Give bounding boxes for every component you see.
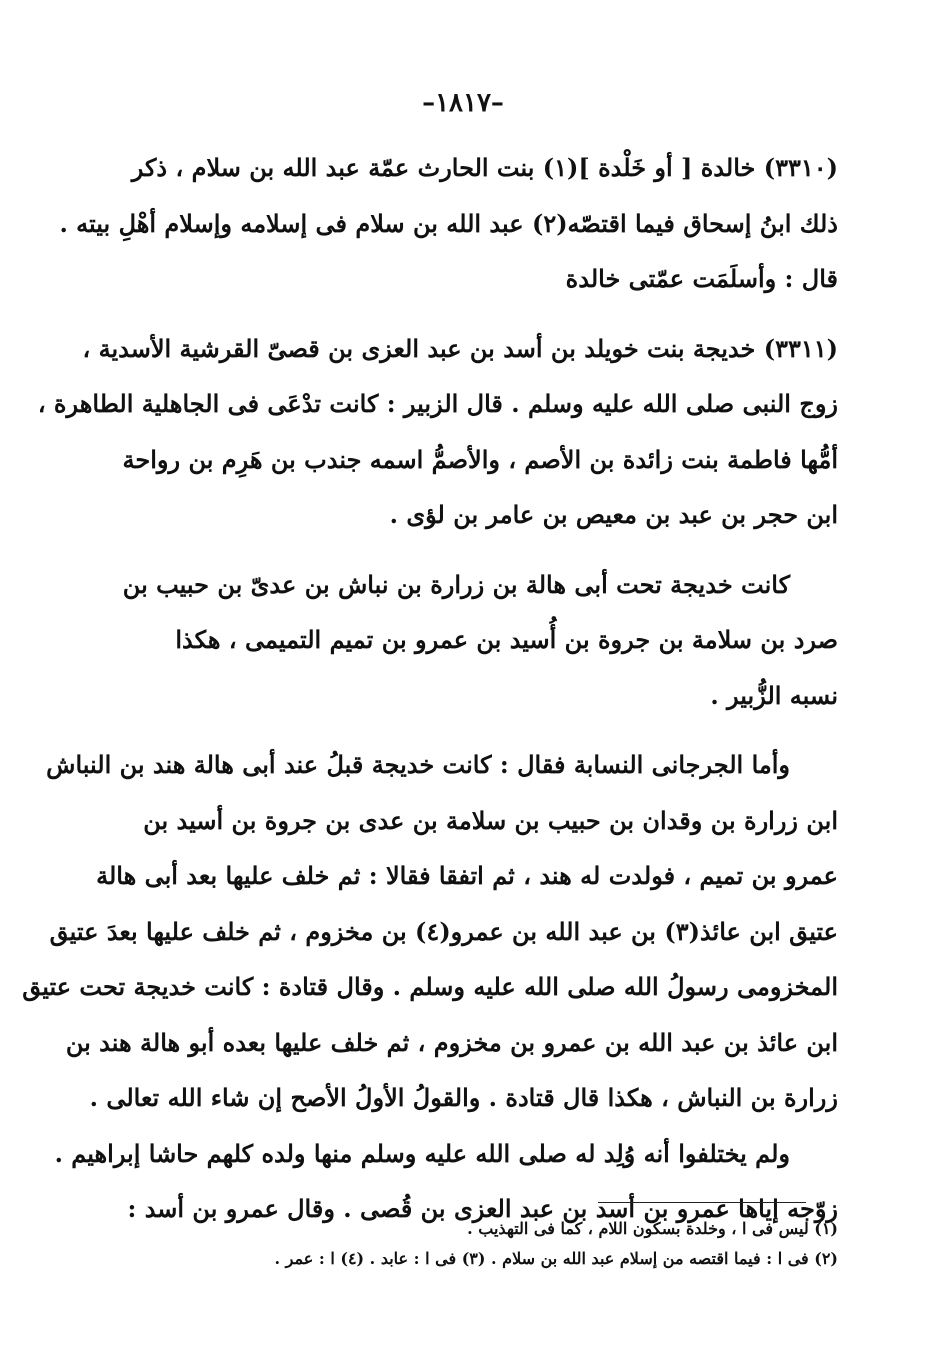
- text-line: زرارة بن النباش ، هكذا قال قتادة . والقولُ الأولُ الأصح إن شاء الله تعالى .: [89, 1083, 838, 1112]
- text-line: نسبه الزُّبير .: [710, 680, 838, 710]
- text-line: قال : وأسلَمَت عمّتى خالدة: [565, 264, 838, 293]
- text-line: صرد بن سلامة بن جروة بن أُسيد بن عمرو بن تميم التميمى ، هكذا: [175, 625, 838, 654]
- text-line: أمُّها فاطمة بنت زائدة بن الأصم ، والأصمُّ اسمه جندب بن هَرِم بن رواحة: [122, 444, 838, 474]
- text-line: (٣٣١٠) خالدة [ أو خَلْدة ](١) بنت الحارث عمّة عبد الله بن سلام ، ذكر: [131, 153, 838, 182]
- page-number: –١٨١٧–: [422, 88, 504, 118]
- text-line: وأما الجرجانى النسابة فقال : كانت خديجة قبلُ عند أبى هالة هند بن النباش: [46, 750, 790, 779]
- footnotes: [150, 1214, 838, 1274]
- text-line: زوّجه إياها عمرو بن أسد بن عبد العزى بن قُصى . وقال عمرو بن أسد :: [127, 1194, 838, 1223]
- footnote-line: (٢) فى ا : فيما اقتصه من إسلام عبد الله بن سلام . (٣) فى ا : عابد . (٤) ا : عمر .: [274, 1249, 838, 1268]
- main-text: [22, 140, 838, 1237]
- footnote-line: (١) ليس فى ا ، وخلدة بسكون اللام ، كما فى التهذيب .: [467, 1219, 838, 1238]
- text-line: ابن زرارة بن وقدان بن حبيب بن سلامة بن عدى بن جروة بن أسيد بن: [143, 805, 838, 835]
- text-line: المخزومى رسولُ الله صلى الله عليه وسلم . وقال قتادة : كانت خديجة تحت عتيق: [22, 972, 838, 1001]
- footnote-divider: [598, 1202, 806, 1203]
- text-line: (٣٣١١) خديجة بنت خويلد بن أسد بن عبد العزى بن قصىّ القرشية الأسدية ،: [82, 333, 838, 363]
- text-line: زوج النبى صلى الله عليه وسلم . قال الزبير : كانت تدْعَى فى الجاهلية الطاهرة ،: [37, 389, 838, 418]
- paragraph-gap: [150, 307, 838, 321]
- text-line: كانت خديجة تحت أبى هالة بن زرارة بن نباش بن عدىّ بن حبيب بن: [122, 569, 790, 599]
- paragraph-gap: [150, 543, 838, 557]
- text-line: عتيق ابن عائذ(٣) بن عبد الله بن عمرو(٤) بن مخزوم ، ثم خلف عليها بعدَ عتيق: [49, 916, 838, 946]
- text-line: ابن عائذ بن عبد الله بن عمرو بن مخزوم ، ثم خلف عليها بعده أبو هالة هند بن: [65, 1027, 838, 1057]
- text-line: ذلك ابنُ إسحاق فيما اقتصّه(٢) عبد الله بن سلام فى إسلامه وإسلام أهْلِ بيته .: [59, 208, 838, 238]
- text-line: عمرو بن تميم ، فولدت له هند ، ثم اتفقا فقالا : ثم خلف عليها بعد أبى هالة: [96, 861, 838, 890]
- text-line: ابن حجر بن عبد بن معيص بن عامر بن لؤى .: [389, 500, 838, 529]
- paragraph-gap: [150, 723, 838, 737]
- text-line: ولم يختلفوا أنه وُلِد له صلى الله عليه وسلم منها ولده كلهم حاشا إبراهيم .: [54, 1138, 790, 1168]
